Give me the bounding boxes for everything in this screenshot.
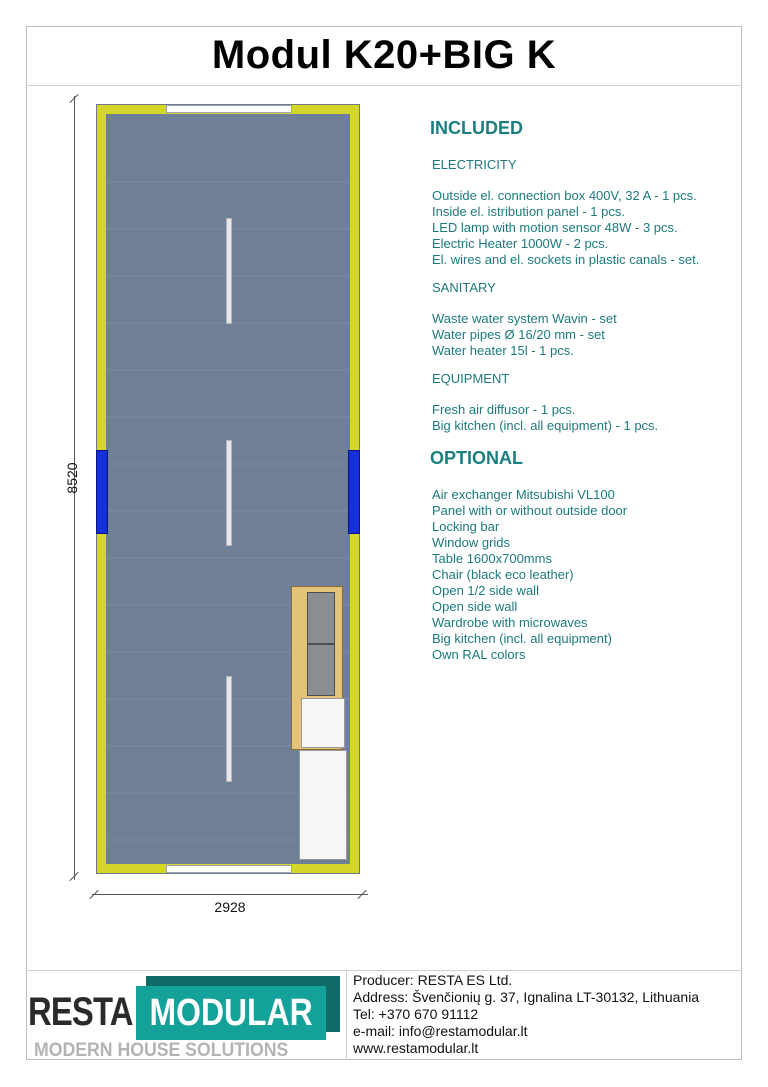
width-dimension-label: 2928	[214, 899, 246, 915]
email-link[interactable]: e-mail: info@restamodular.lt	[353, 1023, 528, 1039]
list-item: Own RAL colors	[432, 647, 526, 662]
list-item: Panel with or without outside door	[432, 503, 628, 518]
list-item: LED lamp with motion sensor 48W - 3 pcs.	[432, 220, 678, 235]
list-item: Open side wall	[432, 599, 518, 614]
list-item: Locking bar	[432, 519, 500, 534]
led-lamp-1	[226, 218, 232, 324]
list-item: Water heater 15l - 1 pcs.	[432, 343, 574, 358]
list-item: Waste water system Wavin - set	[432, 311, 617, 326]
floor-plan	[96, 104, 360, 874]
list-item: Electric Heater 1000W - 2 pcs.	[432, 236, 609, 251]
list-item: Air exchanger Mitsubishi VL100	[432, 487, 615, 502]
list-item: Table 1600x700mms	[432, 551, 552, 566]
optional-heading: OPTIONAL	[430, 448, 523, 468]
wardrobe	[299, 750, 347, 860]
list-item: Outside el. connection box 400V, 32 A - 1 pcs.	[432, 188, 697, 203]
logo-modular-text: MODULAR	[149, 991, 313, 1034]
led-lamp-2	[226, 440, 232, 546]
address-text: Address: Švenčionių g. 37, Ignalina LT-30132, Lithuania	[353, 989, 700, 1005]
sink-2	[307, 644, 335, 696]
side-door-right	[348, 450, 360, 534]
list-item: Open 1/2 side wall	[432, 583, 539, 598]
equipment-heading: EQUIPMENT	[432, 371, 510, 386]
sanitary-list	[432, 311, 740, 359]
specifications	[430, 118, 740, 675]
kitchen-cabinet	[301, 698, 345, 748]
logo-tagline: MODERN HOUSE SOLUTIONS	[34, 1040, 289, 1061]
phone-text: Tel: +370 670 91112	[353, 1006, 479, 1022]
length-dimension-label: 8520	[64, 462, 80, 494]
logo-modular	[136, 976, 340, 1040]
list-item: Big kitchen (incl. all equipment) - 1 pcs.	[432, 418, 659, 433]
included-heading: INCLUDED	[430, 118, 523, 138]
side-door-left	[96, 450, 108, 534]
producer-text: Producer: RESTA ES Ltd.	[353, 972, 513, 988]
list-item: Wardrobe with microwaves	[432, 615, 588, 630]
list-item: Big kitchen (incl. all equipment)	[432, 631, 612, 646]
contact-block	[346, 970, 742, 1060]
led-lamp-3	[226, 676, 232, 782]
sink-1	[307, 592, 335, 644]
website-link[interactable]: www.restamodular.lt	[353, 1040, 479, 1056]
width-dimension-line	[92, 894, 368, 895]
window-bottom	[166, 865, 292, 873]
window-top	[166, 105, 292, 113]
list-item: Inside el. istribution panel - 1 pcs.	[432, 204, 625, 219]
sanitary-heading: SANITARY	[432, 280, 496, 295]
page-title: Modul K20+BIG K	[211, 33, 557, 77]
list-item: Window grids	[432, 535, 511, 550]
title-bar	[26, 26, 742, 86]
optional-list	[432, 487, 740, 663]
equipment-list	[432, 402, 740, 434]
list-item: Fresh air diffusor - 1 pcs.	[432, 402, 576, 417]
logo-resta: RESTA	[28, 990, 133, 1034]
list-item: El. wires and el. sockets in plastic canals - set.	[432, 252, 700, 267]
list-item: Chair (black eco leather)	[432, 567, 574, 582]
electricity-list	[432, 188, 740, 268]
logo-modular-face	[136, 986, 326, 1040]
list-item: Water pipes Ø 16/20 mm - set	[432, 327, 605, 342]
electricity-heading: ELECTRICITY	[432, 157, 517, 172]
